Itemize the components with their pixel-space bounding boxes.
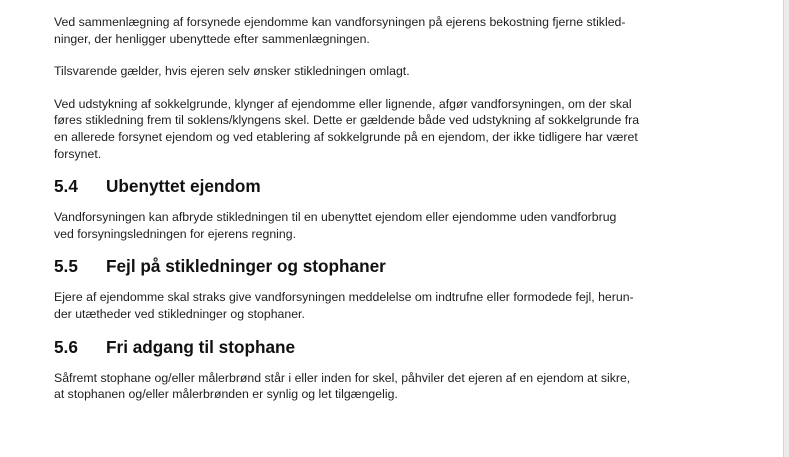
paragraph-sammenlaegning [54, 14, 644, 47]
paragraph-fejl-stikledninger [54, 289, 644, 322]
section-heading-5-5 [54, 255, 644, 277]
text-line: Ved udstykning af sokkelgrunde, klynger af ejendomme eller lignende, afgør vandforsyningen, om der skal [54, 96, 632, 111]
text-line: Tilsvarende gælder, hvis ejeren selv ønsker stikledningen omlagt. [54, 64, 410, 79]
text-line: at stophanen og/eller målerbrønden er synlig og let tilgængelig. [54, 387, 398, 402]
text-line: ninger, der henligger ubenyttede efter sammenlægningen. [54, 31, 370, 46]
section-title: Fri adgang til stophane [106, 336, 296, 357]
section-title: Fejl på stikledninger og stophaner [106, 256, 386, 277]
section-title: Ubenyttet ejendom [106, 176, 261, 197]
document-body [54, 14, 644, 403]
text-line: Såfremt stophane og/eller målerbrønd står i eller inden for skel, påhviler det ejeren af en ejendom at sikre, [54, 370, 631, 385]
text-line: en allerede forsynet ejendom og ved etablering af sokkelgrunde på en ejendom, der ikke tidligere har været [54, 129, 638, 144]
paragraph-ubenyttet-ejendom [54, 209, 644, 242]
section-heading-5-4 [54, 175, 644, 197]
paragraph-udstykning [54, 96, 644, 162]
text-line: der utætheder ved stikledninger og stophaner. [54, 306, 305, 321]
paragraph-fri-adgang [54, 370, 644, 403]
text-line: ved forsyningsledningen for ejerens regning. [54, 226, 296, 241]
section-number: 5.5 [54, 256, 78, 277]
text-line: Ved sammenlægning af forsynede ejendomme kan vandforsyningen på ejerens bekostning fjerne stikled- [54, 15, 626, 29]
text-line: Vandforsyningen kan afbryde stikledningen til en ubenyttet ejendom eller ejendomme uden vandforbrug [54, 210, 617, 225]
text-line: forsynet. [54, 146, 102, 161]
paragraph-tilsvarende [54, 63, 644, 80]
section-number: 5.4 [54, 176, 78, 197]
page-edge-scrollbar[interactable] [783, 0, 789, 457]
text-line: føres stikledning frem til soklens/klyngens skel. Dette er gældende både ved udstykning af sokkelgrunde fra [54, 113, 640, 128]
section-heading-5-6 [54, 336, 644, 358]
section-number: 5.6 [54, 336, 78, 357]
text-line: Ejere af ejendomme skal straks give vandforsyningen meddelelse om indtrufne eller formodede fejl, herun- [54, 290, 634, 305]
